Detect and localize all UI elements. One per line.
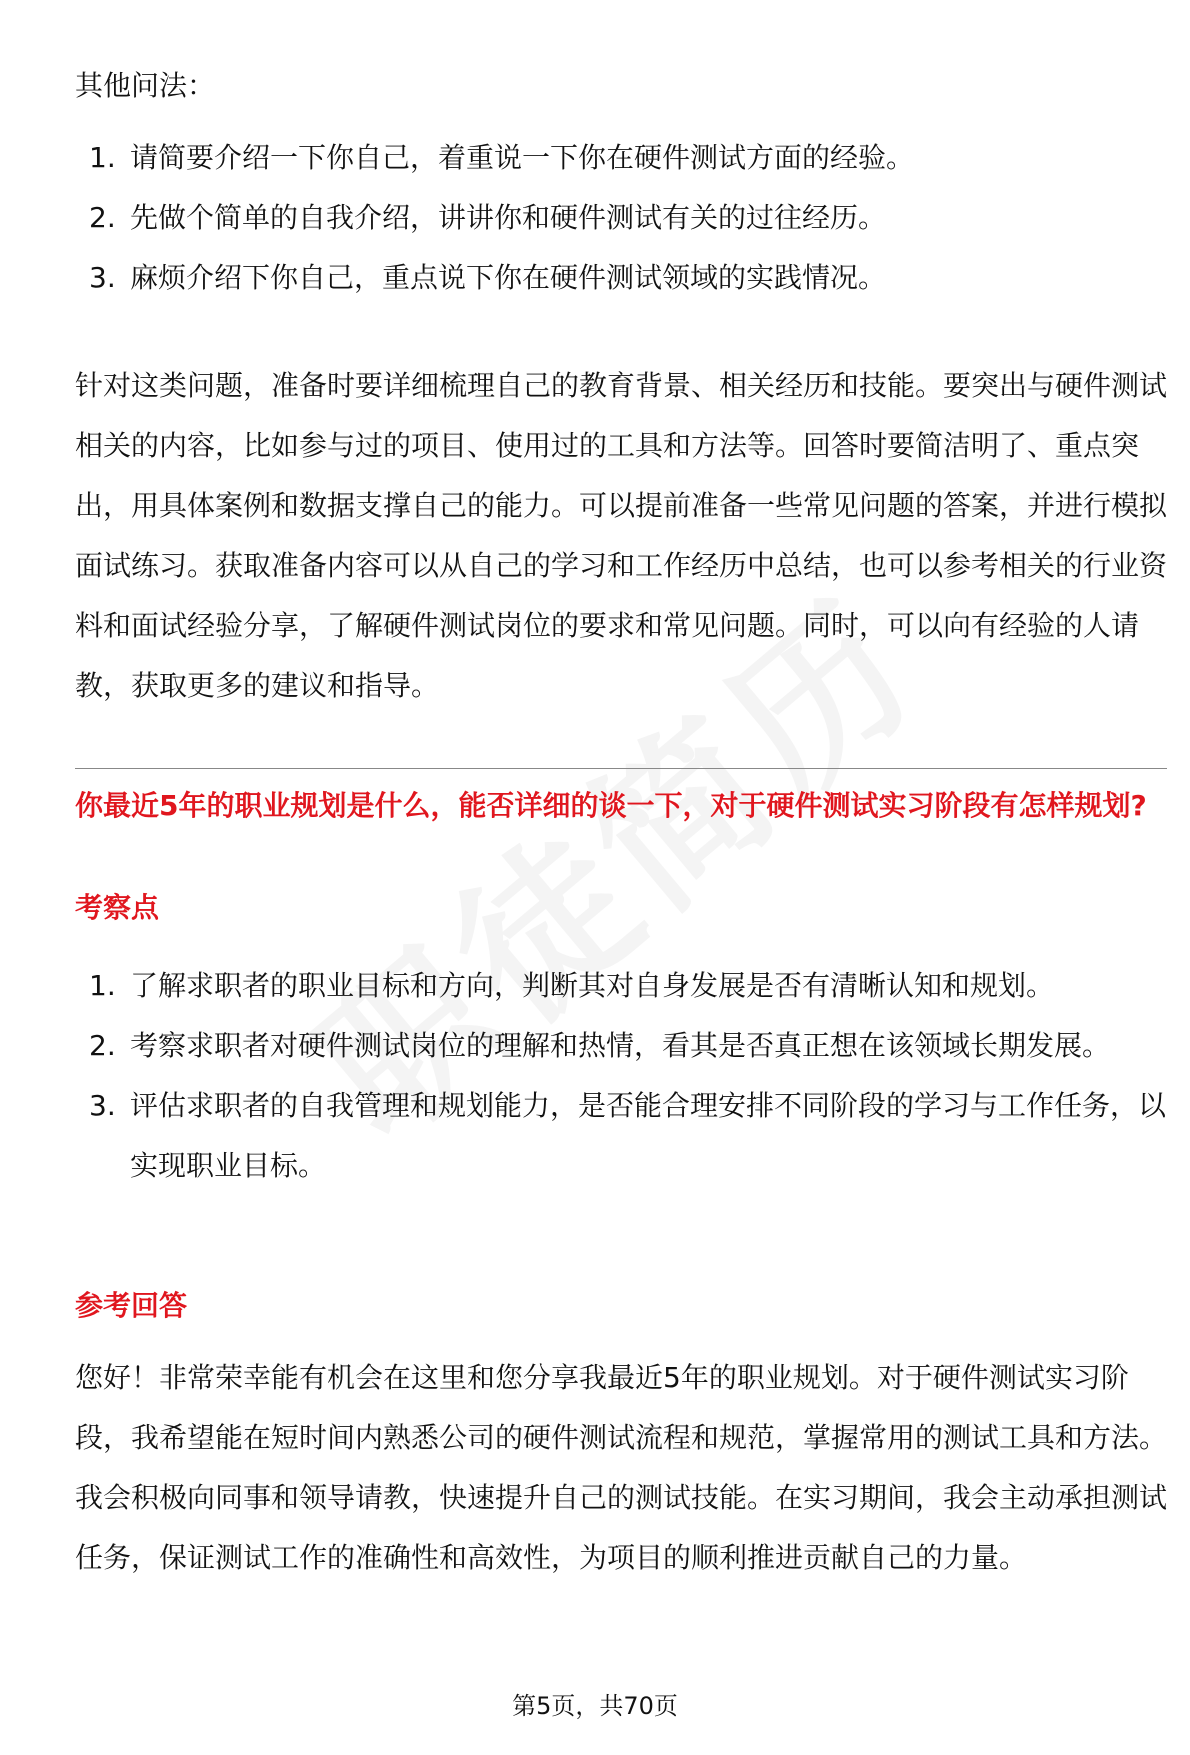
list-item: 2. 考察求职者对硬件测试岗位的理解和热情，看其是否真正想在该领域长期发展。 [89, 1029, 1111, 1062]
list-item: 1. 请简要介绍一下你自己，着重说一下你在硬件测试方面的经验。 [89, 141, 915, 174]
intro-label: 其他问法： [75, 69, 216, 102]
answer-paragraph: 您好！非常荣幸能有机会在这里和您分享我最近5年的职业规划。对于硬件测试实习阶段，我希望能在短时间内熟悉公司的硬件测试流程和规范，掌握常用的测试工具和方法。我会积极向同事和领导请教，快速提升自己的测试技能。在实习期间，我会主动承担测试任务，保证测试工作的准确性和高效性，为项目的顺利推进贡献自己的力量。 [75, 1361, 1168, 1574]
list-item: 3. 评估求职者的自我管理和规划能力，是否能合理安排不同阶段的学习与工作任务，以实现职业目标。 [89, 1089, 1167, 1182]
document-page [75, 0, 1167, 1755]
answer-title: 参考回答 [75, 1289, 188, 1322]
focus-points-list [75, 956, 1167, 1196]
advice-paragraph: 针对这类问题，准备时要详细梳理自己的教育背景、相关经历和技能。要突出与硬件测试相关的内容，比如参与过的项目、使用过的工具和方法等。回答时要简洁明了、重点突出，用具体案例和数据支撑自己的能力。可以提前准备一些常见问题的答案，并进行模拟面试练习。获取准备内容可以从自己的学习和工作经历中总结，也可以参考相关的行业资料和面试经验分享，了解硬件测试岗位的要求和常见问题。同时，可以向有经验的人请教，获取更多的建议和指导。 [75, 369, 1168, 702]
alt-questions-list [75, 128, 1167, 308]
question-title: 你最近5年的职业规划是什么，能否详细的谈一下，对于硬件测试实习阶段有怎样规划? [75, 789, 1147, 822]
list-item: 2. 先做个简单的自我介绍，讲讲你和硬件测试有关的过往经历。 [89, 201, 887, 234]
list-item: 3. 麻烦介绍下你自己，重点说下你在硬件测试领域的实践情况。 [89, 261, 887, 294]
list-item: 1. 了解求职者的职业目标和方向，判断其对自身发展是否有清晰认知和规划。 [89, 969, 1055, 1002]
section-divider [75, 768, 1167, 769]
page-footer: 第5页，共70页 [512, 1692, 678, 1720]
focus-title: 考察点 [75, 891, 160, 924]
